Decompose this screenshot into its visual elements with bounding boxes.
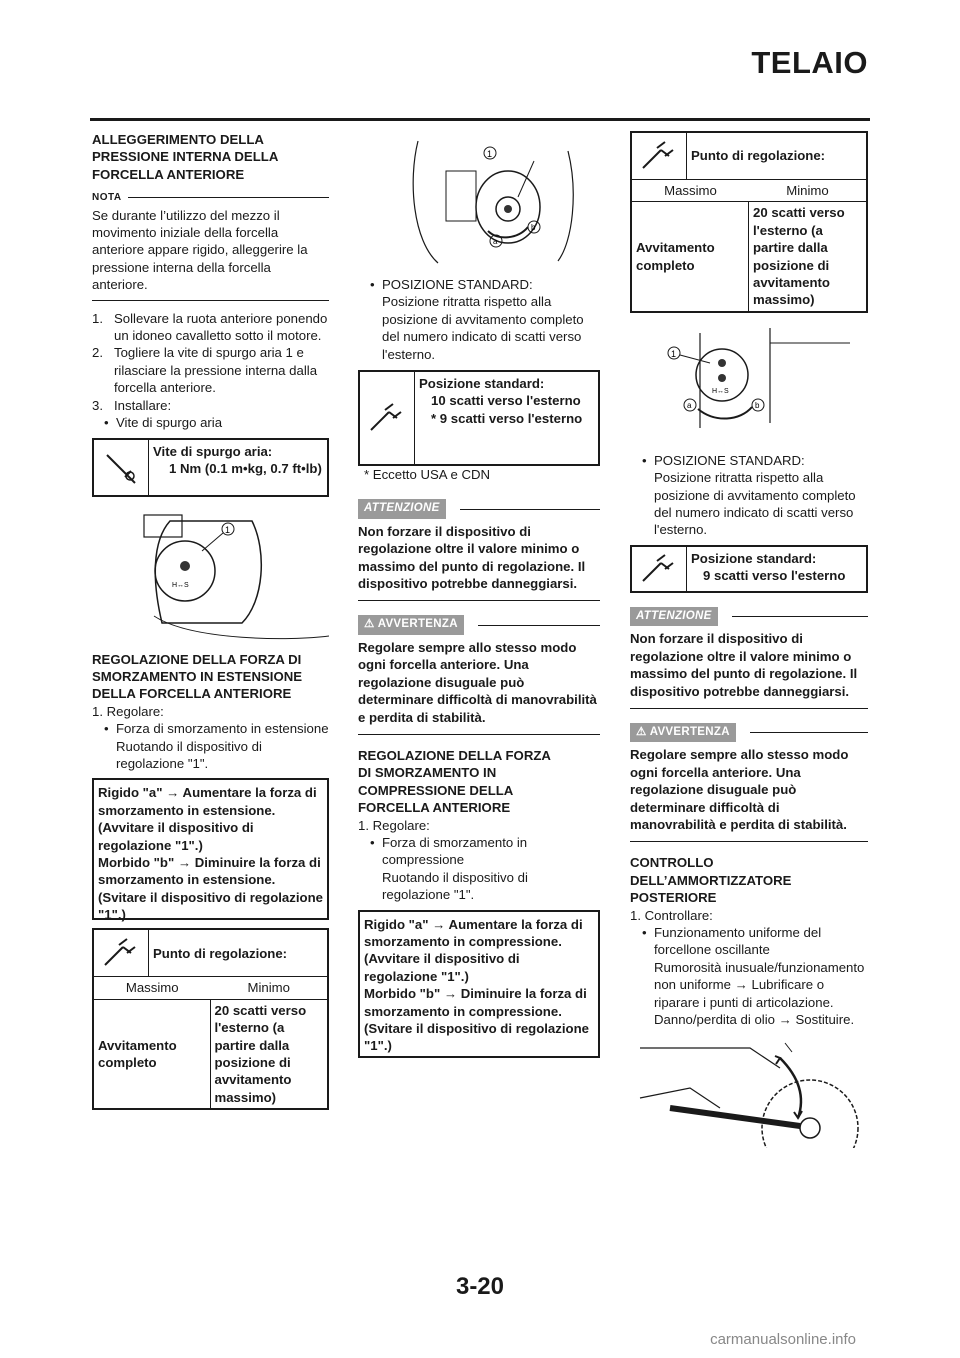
attention-text: Non forzare il dispositivo di regolazione oltre il valore minimo o massimo del punto di regolazione. Il dispositivo potrebbe danneggiarsi.	[630, 631, 858, 699]
svg-text:a: a	[493, 237, 498, 246]
adjust-screwdriver-icon	[632, 133, 687, 179]
svg-text:b: b	[531, 223, 536, 232]
list-item: 2. Togliere la vite di spurgo aria 1 e rilasciare la pressione interna dalla forcella anteriore.	[92, 345, 318, 396]
bleed-screw-diagram	[92, 511, 329, 643]
note-header	[92, 189, 329, 206]
step-text: 1. Regolare:	[92, 703, 164, 719]
page-title: TELAIO	[751, 45, 868, 80]
attention-label: ATTENZIONE	[630, 607, 718, 626]
torque-spec-box: Vite di spurgo aria: 1 Nm (0.1 m•kg, 0.7 ft•lb)	[92, 438, 329, 497]
adjustment-table: Punto di regolazione: Massimo Minimo Avvitamento completo 20 scatti verso l'esterno (a partire dalla posizione di avvitamento massimo)	[630, 131, 868, 313]
adjust-screwdriver-icon	[632, 547, 687, 591]
warning-header	[630, 723, 868, 742]
list-item: 1. Sollevare la ruota anteriore ponendo un idoneo cavalletto sotto il motore.	[92, 310, 328, 344]
note-rule	[92, 300, 329, 301]
bullet-item: • Forza di smorzamento in compressione	[370, 834, 528, 868]
fork-top-diagram	[358, 131, 600, 266]
note-text: Se durante l’utilizzo del mezzo il movimento iniziale della forcella anteriore appare rigido, alleggerire la pressione interna della forcella anteriore.	[92, 207, 308, 293]
bullet-item: • Funzionamento uniforme del forcellone oscillante	[642, 924, 822, 958]
svg-text:1: 1	[225, 524, 231, 535]
attention-label: ATTENZIONE	[358, 499, 446, 518]
header-rule	[90, 118, 870, 121]
page-number: 3-20	[455, 1273, 505, 1300]
column-1	[92, 131, 329, 1110]
column-2	[358, 131, 600, 1058]
section-heading: ALLEGGERIMENTO DELLA PRESSIONE INTERNA DELLA FORCELLA ANTERIORE	[92, 132, 278, 182]
bullet-subtext: Danno/perdita di olio → Sostituire.	[654, 1012, 855, 1027]
bullet-item: • POSIZIONE STANDARD:	[642, 452, 805, 468]
warning-label: ⚠ AVVERTENZA	[630, 723, 736, 742]
bullet-subtext: Ruotando il dispositivo di regolazione "1".	[116, 738, 262, 771]
bullet-subtext: Posizione ritratta rispetto alla posizione di avvitamento completo del numero indicato di scatti verso l'esterno.	[654, 470, 856, 538]
list-item: 3. Installare:	[92, 397, 172, 413]
footnote: * Eccetto USA e CDN	[364, 467, 491, 483]
column-3	[630, 131, 868, 1148]
compression-adjuster-diagram	[630, 323, 868, 438]
warning-text: Regolare sempre allo stesso modo ogni forcella anteriore. Una regolazione disuguale può determinare difficoltà di manovrabilità e perdita di stabilità.	[358, 639, 597, 725]
attention-header	[630, 607, 868, 626]
section-heading: REGOLAZIONE DELLA FORZA DI SMORZAMENTO IN COMPRESSIONE DELLA FORCELLA ANTERIORE	[358, 747, 551, 816]
attention-text: Non forzare il dispositivo di regolazione oltre il valore minimo o massimo del punto di regolazione. Il dispositivo potrebbe danneggiarsi.	[358, 523, 586, 592]
warning-label: ⚠ AVVERTENZA	[358, 615, 464, 634]
svg-text:b: b	[755, 400, 760, 410]
svg-text:1: 1	[671, 348, 677, 359]
svg-text:H↔S: H↔S	[172, 581, 189, 589]
section-heading: REGOLAZIONE DELLA FORZA DI SMORZAMENTO IN ESTENSIONE DELLA FORCELLA ANTERIORE	[92, 651, 303, 702]
step-text: 1. Controllare:	[630, 907, 713, 923]
standard-position-box: Posizione standard: 10 scatti verso l'esterno * 9 scatti verso l'esterno	[358, 370, 600, 466]
bullet-item: • Vite di spurgo aria	[104, 415, 223, 431]
bullet-subtext: Posizione ritratta rispetto alla posizione di avvitamento completo del numero indicato di scatti verso l'esterno.	[382, 294, 584, 362]
warning-text: Regolare sempre allo stesso modo ogni forcella anteriore. Una regolazione disuguale può determinare difficoltà di manovrabilità e perdita di stabilità.	[630, 747, 849, 832]
adjust-screwdriver-icon	[360, 372, 415, 464]
watermark-link[interactable]: carmanualsonline.info	[710, 1331, 856, 1348]
bullet-item: • POSIZIONE STANDARD:	[370, 277, 533, 292]
standard-position-box: Posizione standard: 9 scatti verso l'esterno	[630, 545, 868, 593]
attention-header	[358, 499, 600, 518]
adjust-screwdriver-icon	[94, 930, 149, 976]
bullet-item: • Forza di smorzamento in estensione	[104, 721, 329, 737]
note-label: NOTA	[92, 192, 122, 204]
warning-triangle-icon: ⚠	[636, 725, 647, 738]
bullet-subtext: Ruotando il dispositivo di regolazione "1".	[382, 869, 528, 903]
svg-text:1: 1	[487, 149, 493, 159]
adjustment-table: Punto di regolazione: Massimo Minimo Avvitamento completo 20 scatti verso l'esterno (a partire dalla posizione di avvitamento massimo)	[92, 928, 329, 1110]
torque-wrench-icon	[94, 440, 149, 495]
svg-text:a: a	[687, 400, 692, 410]
svg-text:H↔S: H↔S	[712, 387, 729, 395]
rear-suspension-diagram	[630, 1038, 868, 1148]
warning-triangle-icon: ⚠	[364, 618, 375, 631]
step-text: 1. Regolare:	[358, 817, 430, 833]
section-heading: CONTROLLO DELL’AMMORTIZZATORE POSTERIORE	[630, 855, 792, 906]
bullet-subtext: Rumorosità inusuale/funzionamento non uniforme → Lubrificare o riparare i punti di articolazione.	[654, 959, 865, 1010]
damping-effect-box: Rigido "a" → Aumentare la forza di smorzamento in estensione. (Avvitare il dispositivo di regolazione "1".) Morbido "b" → Diminuire la forza di smorzamento in estensione. (Svitare il dispositivo di regolazione "1".)	[92, 778, 329, 920]
warning-header	[358, 615, 600, 634]
damping-effect-box: Rigido "a" → Aumentare la forza di smorzamento in compressione. (Avvitare il dispositivo di regolazione "1".) Morbido "b" → Diminuire la forza di smorzamento in compressione. (Svitare il dispositivo di regolazione "1".)	[358, 910, 600, 1058]
